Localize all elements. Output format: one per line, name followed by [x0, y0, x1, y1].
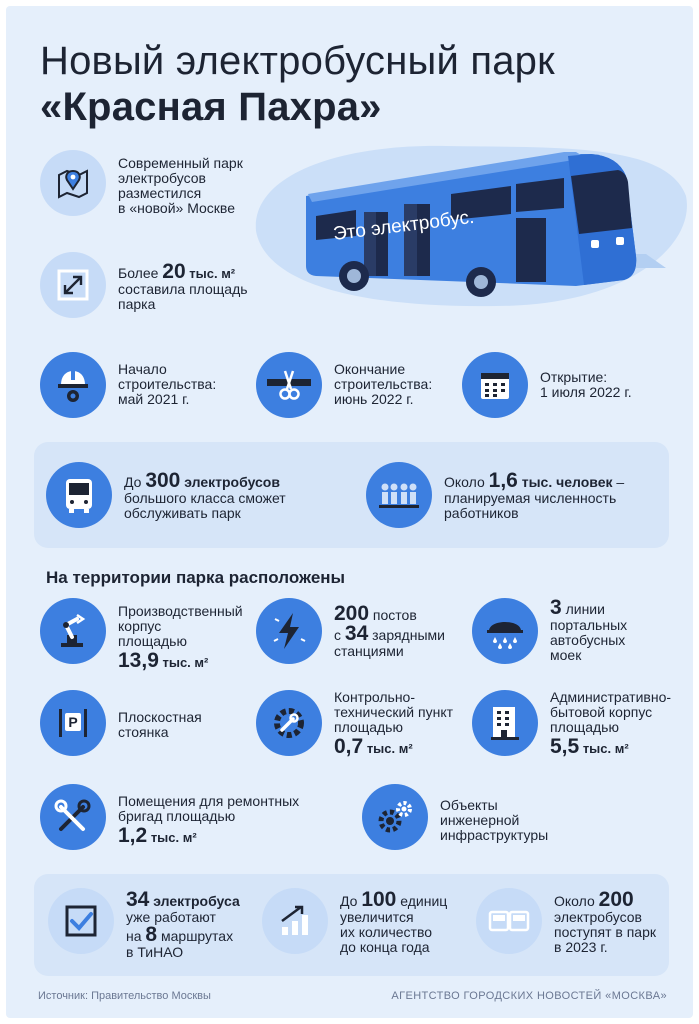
timeline-start-line-1: Начало	[118, 361, 167, 377]
title-line-2: «Красная Пахра»	[40, 85, 382, 129]
production-unit: тыс. м²	[158, 655, 209, 670]
territory-control	[256, 690, 453, 757]
ribbon-scissors-icon	[256, 352, 322, 418]
admin-value: 5,5	[550, 735, 580, 758]
future-line-3: поступят в парк	[554, 924, 657, 940]
staff-line-2: планируемая численность	[444, 490, 617, 506]
timeline-open	[462, 352, 632, 418]
calendar-icon	[462, 352, 528, 418]
working-line-4: в ТиНАО	[126, 944, 184, 960]
car-wash-icon	[472, 598, 538, 664]
growth-line-4: до конца года	[340, 939, 430, 955]
timeline-end-line-1: Окончание	[334, 361, 406, 377]
repair-unit: тыс. м²	[147, 830, 197, 845]
source-note: Источник: Правительство Москвы	[38, 990, 211, 1002]
territory-parking	[40, 690, 202, 756]
timeline-open-line-1: Открытие:	[540, 369, 608, 385]
area-prefix: Более	[118, 265, 163, 281]
production-line-3: площадью	[118, 633, 187, 649]
wrench-gear-icon	[256, 690, 322, 756]
gears-icon	[362, 784, 428, 850]
territory-production	[40, 598, 243, 671]
hardhat-gear-icon	[40, 352, 106, 418]
wrenches-icon	[40, 784, 106, 850]
admin-line-2: бытовой корпус	[550, 704, 653, 720]
growth-line-3: их количество	[340, 924, 433, 940]
buses-line-2: большого класса сможет	[124, 490, 286, 506]
territory-admin	[472, 690, 671, 757]
infographic	[6, 6, 693, 1018]
staff-prefix: Около	[444, 474, 489, 490]
growth-pre: До	[340, 893, 362, 909]
control-unit: тыс. м²	[363, 741, 413, 756]
control-value: 0,7	[334, 735, 364, 758]
lightning-icon	[256, 598, 322, 664]
repair-line-2: бригад площадью	[118, 808, 236, 824]
robot-arm-icon	[40, 598, 106, 664]
repair-line-1: Помещения для ремонтных	[118, 793, 300, 809]
growth-value: 100	[361, 888, 397, 911]
location-line-2: электробусов	[118, 170, 206, 186]
engineering-line-2: инженерной	[440, 812, 520, 828]
staff-value: 1,6	[488, 469, 518, 492]
bus-front-icon	[46, 462, 112, 528]
admin-unit: тыс. м²	[579, 741, 629, 756]
growth-line-2: увеличится	[340, 909, 414, 925]
production-value: 13,9	[118, 649, 159, 672]
charging-text-2: зарядными	[368, 627, 445, 643]
parking-icon	[40, 690, 106, 756]
buses-prefix: До	[124, 474, 146, 490]
checkbox-icon	[48, 888, 114, 954]
staff-dash: –	[612, 474, 625, 490]
buses-bold-rest: электробусов	[180, 474, 280, 490]
title-line-1: Новый электробусный парк	[40, 39, 555, 83]
buses-side-icon	[476, 888, 542, 954]
territory-charging	[256, 598, 445, 664]
summary-future	[476, 888, 656, 955]
working-text-3: маршрутах	[157, 928, 234, 944]
staff-line-3: работников	[444, 505, 519, 521]
control-line-3: площадью	[334, 719, 403, 735]
territory-heading: На территории парка расположены	[46, 568, 346, 587]
wash-line-2: портальных	[550, 617, 628, 633]
people-icon	[366, 462, 432, 528]
charging-text-1: постов	[369, 607, 417, 623]
charging-value-1: 200	[334, 602, 370, 625]
future-line-2: электробусов	[554, 909, 642, 925]
growth-text: единиц	[396, 893, 448, 909]
svg-text:P: P	[68, 714, 78, 730]
production-line-1: Производственный	[118, 603, 243, 619]
charging-line-3: станциями	[334, 643, 404, 659]
staff-bold-rest: тыс. человек	[517, 474, 613, 490]
resize-arrow-icon	[40, 252, 106, 318]
territory-wash	[472, 598, 627, 664]
charging-value-2: 34	[344, 622, 369, 645]
fact-area	[40, 252, 248, 318]
timeline-start	[40, 352, 216, 418]
location-line-4: в «новой» Москве	[118, 200, 235, 216]
bus-illustration	[246, 136, 691, 316]
summary-working	[48, 888, 240, 960]
map-pin-icon	[40, 150, 106, 216]
parking-line-1: Плоскостная	[118, 709, 202, 725]
area-unit: тыс. м²	[185, 266, 236, 281]
parking-line-2: стоянка	[118, 724, 169, 740]
timeline-end-line-3: июнь 2022 г.	[334, 391, 414, 407]
engineering-line-1: Объекты	[440, 797, 498, 813]
location-line-3: разместился	[118, 185, 202, 201]
repair-value: 1,2	[118, 824, 148, 847]
admin-line-3: площадью	[550, 719, 619, 735]
engineering-line-3: инфраструктуры	[440, 827, 549, 843]
area-value: 20	[162, 260, 186, 283]
timeline-end-line-2: строительства:	[334, 376, 433, 392]
working-value-2: 8	[145, 923, 158, 946]
timeline-start-line-3: май 2021 г.	[118, 391, 190, 407]
buses-line-3: обслуживать парк	[124, 505, 241, 521]
wash-line-3: автобусных	[550, 632, 626, 648]
area-line-2: составила площадь	[118, 281, 248, 297]
fact-location	[40, 150, 243, 216]
territory-repair	[40, 784, 299, 850]
office-building-icon	[472, 690, 538, 756]
charging-pre-2: с	[334, 627, 345, 643]
capacity-staff	[366, 462, 624, 528]
control-line-1: Контрольно-	[334, 689, 415, 705]
timeline-end	[256, 352, 432, 418]
working-line-2: уже работают	[126, 909, 216, 925]
wash-text: линии	[561, 601, 605, 617]
bus-slogan: Это электробус.	[332, 206, 476, 245]
territory-engineering	[362, 784, 548, 850]
location-line-1: Современный парк	[118, 155, 243, 171]
future-value: 200	[598, 888, 634, 911]
wash-line-4: моек	[550, 647, 582, 663]
capacity-buses	[46, 462, 286, 528]
future-line-4: в 2023 г.	[554, 939, 608, 955]
agency-credit: АГЕНТСТВО ГОРОДСКИХ НОВОСТЕЙ «МОСКВА»	[391, 990, 667, 1002]
wash-value: 3	[550, 596, 562, 619]
buses-value: 300	[145, 469, 181, 492]
production-line-2: корпус	[118, 618, 162, 634]
timeline-open-line-2: 1 июля 2022 г.	[540, 384, 632, 400]
control-line-2: технический пункт	[334, 704, 454, 720]
timeline-start-line-2: строительства:	[118, 376, 217, 392]
page-title	[40, 38, 555, 130]
working-value-1: 34	[126, 888, 150, 911]
growth-chart-icon	[262, 888, 328, 954]
working-text-1: электробуса	[149, 893, 240, 909]
working-pre-3: на	[126, 928, 146, 944]
area-line-3: парка	[118, 296, 156, 312]
admin-line-1: Административно-	[550, 689, 672, 705]
summary-growth	[262, 888, 447, 955]
future-pre: Около	[554, 893, 599, 909]
